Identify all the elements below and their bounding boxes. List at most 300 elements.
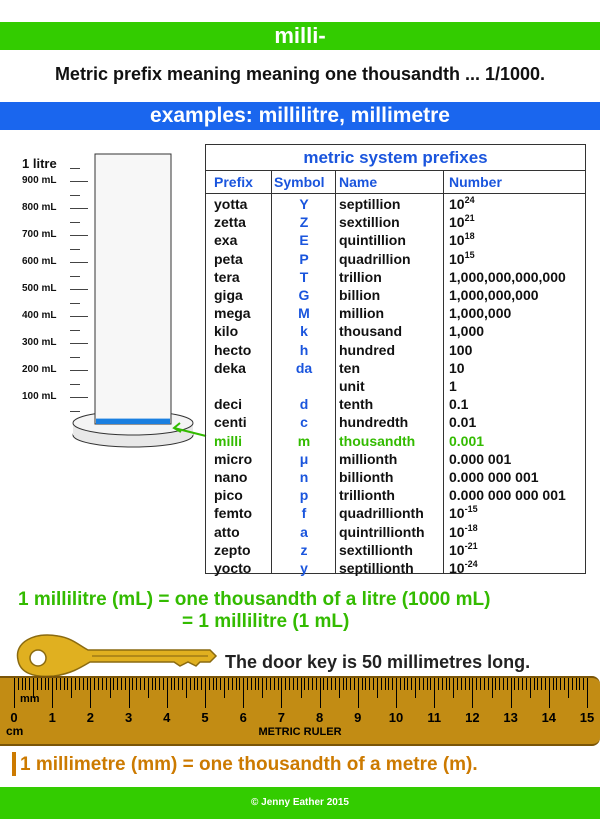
ruler-tick [60,678,61,690]
ruler-tick [155,678,156,690]
ruler-tick [136,678,137,690]
table-cell-prefix: mega [214,305,251,322]
table-cell-number [449,377,457,395]
table-cell-name: septillionth [339,560,414,576]
ruler-tick [37,678,38,690]
table-cell-name: thousandth [339,432,416,449]
number-exponent: -18 [464,522,478,533]
ruler-tick [94,678,95,690]
ruler-tick [587,678,588,708]
ruler-tick [178,678,179,690]
ruler-tick [45,678,46,690]
ruler-tick [385,678,386,690]
ruler-tick [110,678,111,698]
table-cell-name: quadrillion [339,250,411,267]
cylinder-drawing [0,140,210,460]
ruler-cm-label: cm [6,724,24,738]
ruler-tick [480,678,481,690]
ruler-number: 6 [239,710,247,725]
ruler-tick [159,678,160,690]
ruler-tick [113,678,114,690]
ruler-tick [121,678,122,690]
ruler-number: 0 [10,710,18,725]
cylinder-tick [70,411,80,412]
ruler-tick [549,678,550,708]
ruler-tick [400,678,401,690]
table-cell-symbol: P [299,250,309,267]
table-cell-prefix: yotta [214,196,248,212]
ruler-tick [258,678,259,690]
table-cell-name: millionth [339,450,398,467]
cylinder-tick [70,208,88,209]
table-cell-symbol: k [300,323,308,340]
ruler-tick [343,678,344,690]
table-cell-symbol: p [299,487,309,504]
ruler-tick [453,678,454,698]
table-cell-number [449,395,468,413]
examples-banner: examples: millilitre, millimetre [0,102,600,130]
table-cell-symbol: T [299,268,309,285]
ruler-label: METRIC RULER [258,726,342,738]
number-base: 0.000 000 000 001 [449,487,566,504]
table-cell-symbol: a [300,523,308,540]
table-cell-number [449,231,475,249]
number-exponent: 24 [464,195,475,205]
ruler-tick [117,678,118,690]
ruler-tick [469,678,470,690]
ruler-tick [339,678,340,698]
ruler-tick [564,678,565,690]
table-cell-name: billion [339,287,381,303]
table-cell-number [449,213,475,231]
ruler-tick [534,678,535,690]
cylinder-tick [70,195,80,196]
ruler-tick [365,678,366,690]
table-cell-number [449,195,475,213]
key-caption: The door key is 50 millimetres long. [225,652,531,672]
number-exponent: 15 [464,249,475,260]
ruler-tick [316,678,317,690]
ruler-tick [25,678,26,690]
ruler-tick [572,678,573,690]
cylinder-top-label: 1 litre [22,156,57,171]
cylinder-tick [70,289,88,290]
ruler-tick [205,678,206,708]
ruler-tick [174,678,175,690]
ruler-number: 9 [354,710,362,725]
table-cell-number [449,413,476,431]
cylinder-mark-label: 600 mL [22,256,57,267]
ruler-tick [216,678,217,690]
table-cell-symbol: f [301,505,307,522]
number-exponent: -21 [464,540,478,551]
ruler-tick [541,678,542,690]
mm-accent-bar [12,752,16,776]
table-cell-name: quintillion [339,232,406,249]
ruler-tick [194,678,195,690]
ruler-tick [503,678,504,690]
ruler-tick [419,678,420,690]
table-cell-prefix: deci [214,396,243,413]
ruler-tick [129,678,130,708]
ruler-tick [22,678,23,690]
ruler-tick [197,678,198,690]
number-base: 100 [449,341,473,358]
ruler-number: 2 [86,710,94,725]
ruler-tick [553,678,554,690]
ruler-tick [327,678,328,690]
cylinder-tick [70,357,80,358]
ruler-tick [362,678,363,690]
table-cell-prefix: milli [214,432,243,449]
cylinder-mark-label: 900 mL [22,175,57,186]
ruler-tick [472,678,473,708]
ruler-number: 15 [579,710,595,725]
ruler-tick [407,678,408,690]
ruler-tick [243,678,244,708]
ruler-tick [461,678,462,690]
ruler-tick [404,678,405,690]
number-exponent: 18 [464,231,475,242]
ruler-tick [270,678,271,690]
ruler-tick [354,678,355,690]
ruler-tick [278,678,279,690]
header-name: Name [339,174,378,190]
number-exponent: -24 [464,559,478,569]
cylinder-tick [70,303,80,304]
ruler-tick [495,678,496,690]
number-base: 10 [449,196,465,212]
subtitle: Metric prefix meaning meaning one thousandth ... 1/1000. [54,64,546,84]
table-cell-number [449,322,484,340]
ruler-tick [163,678,164,690]
ruler-number: 1 [48,710,56,725]
key-icon [10,622,220,682]
ruler-tick [457,678,458,690]
ruler-tick [132,678,133,690]
table-cell-prefix: yocto [214,560,252,576]
millilitre-equation-2: = 1 millilitre (1 mL) [182,611,350,632]
ruler-tick [579,678,580,690]
ruler-tick [262,678,263,698]
header-prefix: Prefix [214,174,253,190]
table-cell-number [449,523,478,541]
cylinder-tick [70,330,80,331]
ruler-tick [79,678,80,690]
ruler-tick [201,678,202,690]
ruler-tick [556,678,557,690]
ruler-tick [98,678,99,690]
number-base: 10 [449,232,465,249]
ruler-tick [507,678,508,690]
ruler-tick [228,678,229,690]
number-base: 0.000 000 001 [449,469,539,485]
ruler-tick [29,678,30,690]
ruler-tick [411,678,412,690]
table-cell-symbol: d [299,396,309,413]
table-cell-name: thousand [339,323,402,340]
ruler-tick [75,678,76,690]
number-base: 0.1 [449,396,469,413]
table-cell-number [449,432,484,450]
table-cell-name: sextillion [339,214,400,231]
table-cell-prefix: femto [214,505,253,522]
number-base: 0.000 001 [449,450,512,467]
ruler-tick [514,678,515,690]
ruler-tick [171,678,172,690]
cylinder-mark-label: 800 mL [22,202,57,213]
ruler-tick [476,678,477,690]
number-base: 0.001 [449,432,485,449]
table-cell-prefix: peta [214,250,243,267]
ruler-tick [434,678,435,708]
ruler-tick [446,678,447,690]
ruler-number: 11 [427,710,442,725]
table-cell-name: trillion [339,268,382,285]
ruler-tick [576,678,577,690]
table-cell-number [449,486,566,504]
ruler-tick [526,678,527,690]
ruler-tick [522,678,523,690]
ruler-tick [186,678,187,698]
ruler-number: 4 [163,710,171,725]
table-cell-prefix: zetta [214,214,246,231]
table-cell-symbol: μ [299,450,309,467]
ruler-tick [301,678,302,698]
number-base: 1 [449,378,457,394]
ruler-tick [488,678,489,690]
ruler-tick [52,678,53,708]
ruler-tick [64,678,65,690]
number-base: 10 [449,214,465,231]
milli-arrow [170,420,210,442]
number-base: 10 [449,505,465,522]
table-cell-number [449,468,539,486]
ruler-tick [289,678,290,690]
ruler-tick [350,678,351,690]
ruler-tick [442,678,443,690]
ruler-tick [213,678,214,690]
number-base: 1,000 [449,323,485,340]
ruler-mm-label: mm [20,693,40,705]
ruler-tick [518,678,519,690]
ruler-tick [182,678,183,690]
footer-credit: © Jenny Eather 2015 [0,787,600,819]
ruler-number: 7 [277,710,285,725]
ruler-tick [232,678,233,690]
table-cell-name: quadrillionth [339,505,424,522]
ruler-tick [308,678,309,690]
cylinder-mark-label: 200 mL [22,364,57,375]
ruler-tick [438,678,439,690]
table-cell-number [449,359,465,377]
number-base: 10 [449,541,465,558]
ruler-tick [568,678,569,698]
ruler-tick [239,678,240,690]
table-cell-number [449,541,478,559]
ruler-number: 3 [124,710,133,725]
title-banner: milli- [0,22,600,50]
ruler-tick [67,678,68,690]
ruler-tick [396,678,397,708]
table-cell-prefix: zepto [214,541,251,558]
ruler-tick [281,678,282,708]
cylinder-tick [70,249,80,250]
table-cell-symbol: M [298,305,310,322]
ruler-tick [106,678,107,690]
measuring-cylinder [0,140,210,460]
number-exponent: 21 [464,213,475,224]
cylinder-mark-label: 400 mL [22,310,57,321]
cylinder-tick [70,276,80,277]
ruler-tick [373,678,374,690]
table-cell-prefix: exa [214,232,238,249]
table-cell-name: billionth [339,469,394,485]
number-base: 1,000,000,000 [449,287,539,303]
ruler-tick [304,678,305,690]
metric-ruler [0,676,600,746]
ruler-tick [48,678,49,690]
table-cell-number [449,286,539,304]
ruler-tick [381,678,382,690]
cylinder-mark-label: 100 mL [22,391,57,402]
ruler-tick [537,678,538,690]
table-cell-name: hundred [339,341,395,358]
ruler-tick [323,678,324,690]
ruler-tick [430,678,431,690]
table-cell-name: trillionth [339,487,395,504]
ruler-tick [285,678,286,690]
ruler-number: 5 [201,710,209,725]
ruler-tick [369,678,370,690]
ruler-tick [56,678,57,690]
ruler-tick [255,678,256,690]
ruler-tick [251,678,252,690]
ruler-tick [83,678,84,690]
ruler-tick [415,678,416,698]
ruler-tick [209,678,210,690]
ruler-tick [167,678,168,708]
table-cell-symbol: n [299,469,309,485]
ruler-tick [71,678,72,698]
ruler-tick [18,678,19,690]
table-cell-prefix: micro [214,450,253,467]
cylinder-tick [70,262,88,263]
ruler-number: 10 [388,710,404,725]
header-number: Number [449,174,502,190]
ruler-tick [335,678,336,690]
ruler-tick [144,678,145,690]
number-base: 10 [449,523,465,540]
table-cell-symbol: da [295,359,313,376]
table-cell-name: quintrillionth [339,523,425,540]
ruler-tick [90,678,91,708]
ruler-number: 8 [315,710,324,725]
table-cell-number [449,268,566,286]
cylinder-tick [70,168,80,169]
ruler-tick [377,678,378,698]
cylinder-mark-label: 500 mL [22,283,57,294]
ruler-tick [125,678,126,690]
ruler-tick [583,678,584,690]
table-cell-symbol: y [300,560,308,576]
table-cell-name: tenth [339,396,374,413]
table-cell-name: unit [339,378,365,394]
table-cell-symbol: Z [299,214,309,231]
table-cell-prefix: centi [214,414,247,431]
ruler-tick [266,678,267,690]
table-cell-prefix: pico [214,487,243,504]
table-cell-number [449,250,475,268]
table-cell-number [449,341,472,359]
table-cell-prefix: hecto [214,341,252,358]
ruler-tick [224,678,225,698]
ruler-tick [220,678,221,690]
ruler-tick [499,678,500,690]
ruler-tick [274,678,275,690]
table-cell-number [449,304,511,322]
ruler-tick [41,678,42,690]
ruler-number: 12 [465,710,480,725]
table-cell-number [449,450,511,468]
cylinder-tick [70,235,88,236]
table-cell-symbol: Y [299,196,309,212]
table-cell-prefix: atto [214,523,240,540]
table-cell-symbol: c [300,414,308,431]
ruler-tick [358,678,359,708]
ruler-tick [530,678,531,698]
table-cell-prefix: deka [214,359,246,376]
ruler-tick [236,678,237,690]
table-cell-name: septillion [339,196,401,212]
table-cell-prefix: tera [214,268,240,285]
ruler-tick [297,678,298,690]
table-cell-name: ten [339,359,360,376]
ruler-tick [102,678,103,690]
ruler-tick [388,678,389,690]
number-base: 10 [449,359,465,376]
ruler-tick [423,678,424,690]
cylinder-tick [70,397,88,398]
number-base: 1,000,000,000,000 [449,268,566,285]
table-cell-name: million [339,305,385,322]
ruler-tick [511,678,512,708]
table-cell-symbol: h [299,341,309,358]
cylinder-tube [95,154,171,424]
ruler-tick [392,678,393,690]
number-base: 0.01 [449,414,477,431]
cylinder-tick [70,370,88,371]
millimetre-equation: 1 millimetre (mm) = one thousandth of a metre (m). [20,754,478,775]
ruler-tick [465,678,466,690]
ruler-tick [247,678,248,690]
number-exponent: -15 [464,504,478,515]
cylinder-tick [70,343,88,344]
ruler-tick [427,678,428,690]
cylinder-tick [70,181,88,182]
number-base: 10 [449,250,465,267]
table-cell-symbol: E [299,232,309,249]
cylinder-mark-label: 300 mL [22,337,57,348]
number-base: 1,000,000 [449,305,512,322]
ruler-tick [312,678,313,690]
table-cell-symbol: z [300,541,308,558]
ruler-tick [14,678,15,708]
table-cell-number [449,504,478,522]
ruler-tick [346,678,347,690]
table-cell-name: sextillionth [339,541,413,558]
ruler-tick [140,678,141,690]
